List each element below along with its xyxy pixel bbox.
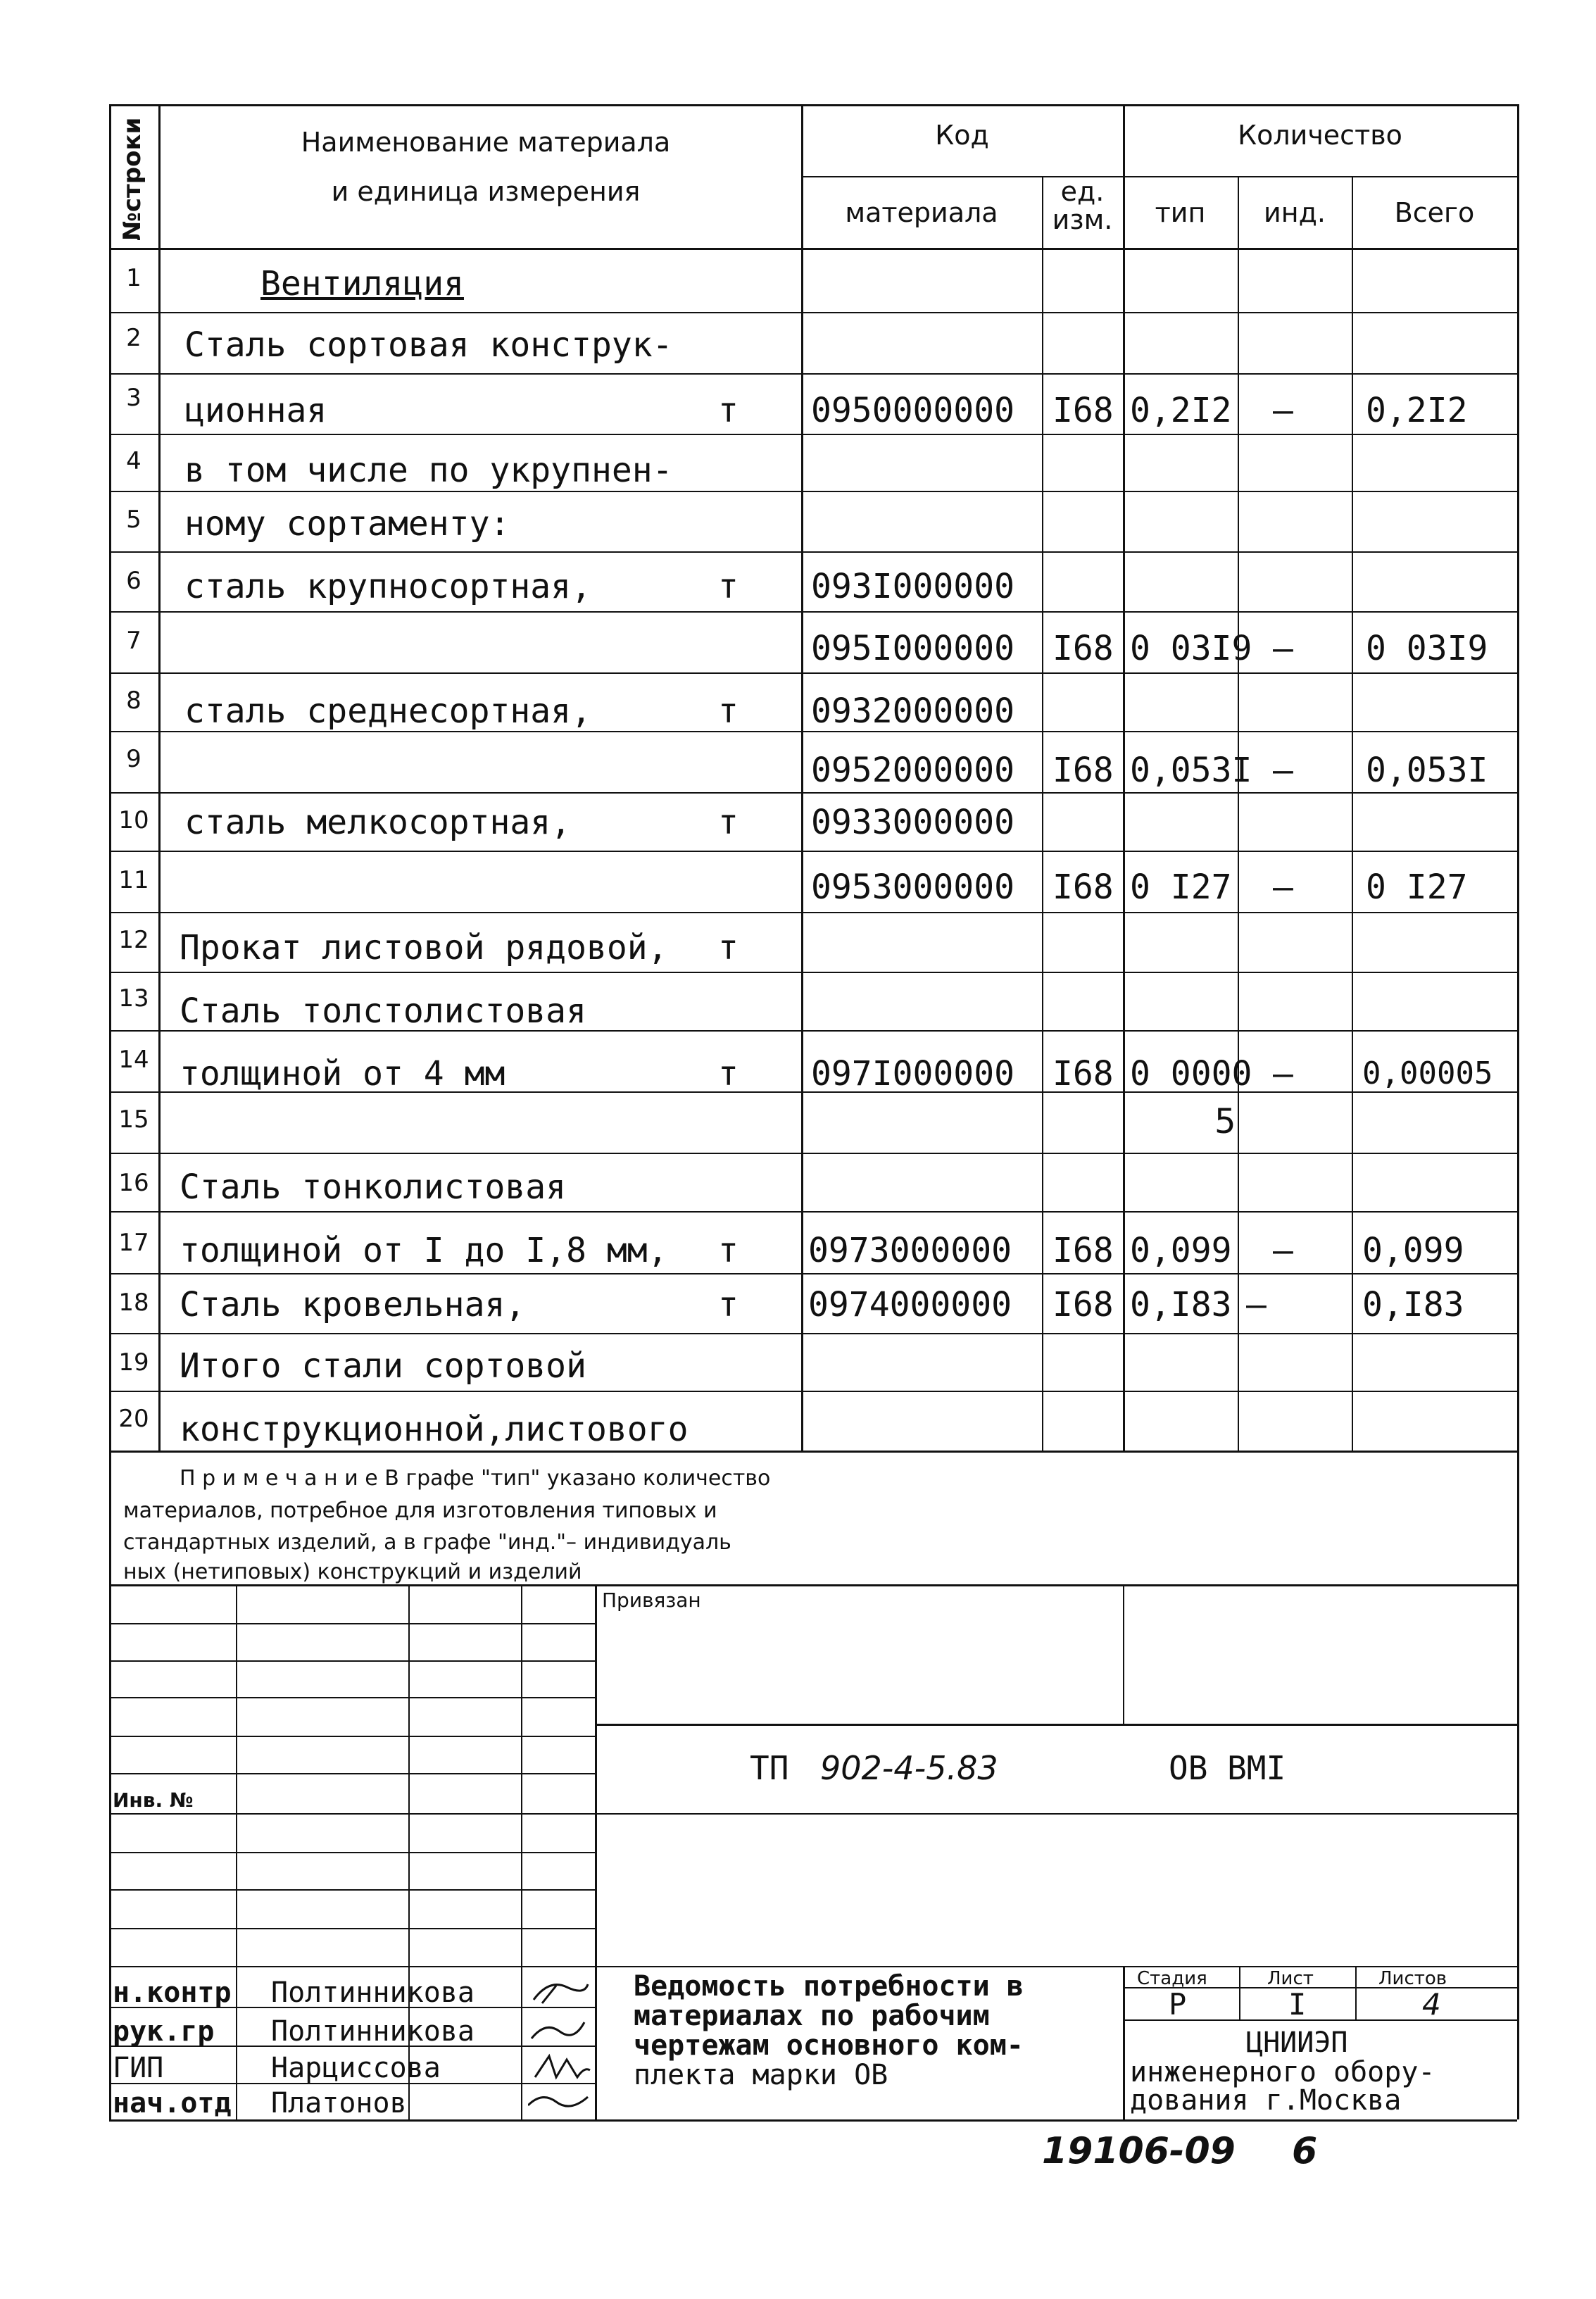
- org-line: ЦНИИЭП: [1246, 2026, 1348, 2059]
- row-name: Сталь толстолистовая: [180, 991, 586, 1031]
- row-typ: 0,2I2: [1130, 391, 1232, 430]
- row-code: 095I000000: [811, 629, 1014, 668]
- row-number: 15: [118, 1105, 149, 1134]
- stage-value: Р: [1169, 1987, 1187, 2022]
- row-uom: I68: [1053, 867, 1114, 907]
- archive-page: 6: [1292, 2130, 1318, 2172]
- person-role: рук.гр: [113, 2015, 215, 2048]
- row-unit: т: [718, 391, 739, 430]
- note-line: стандартных изделий, а в графе "инд."– индивидуаль: [123, 1530, 731, 1555]
- row-total: 0,I83: [1362, 1285, 1464, 1324]
- row-typ: 0,099: [1130, 1231, 1232, 1270]
- description-line: чертежам основного ком-: [634, 2029, 1024, 2062]
- typ-header: тип: [1155, 197, 1206, 228]
- row-name: Сталь тонколистовая: [180, 1167, 567, 1207]
- row-name: ному сортаменту:: [184, 504, 510, 544]
- stage-label: Стадия: [1137, 1968, 1207, 1989]
- unit-header-line1: ед.: [1060, 176, 1105, 207]
- sheet-label: Лист: [1267, 1968, 1314, 1989]
- row-number: 3: [126, 384, 142, 412]
- row-name: Вентиляция: [260, 264, 464, 303]
- row-code: 0973000000: [808, 1231, 1012, 1270]
- description-line: материалах по рабочим: [634, 2000, 990, 2032]
- description-line: Ведомость потребности в: [634, 1970, 1024, 2003]
- row-uom: I68: [1053, 629, 1114, 668]
- row-code: 097I000000: [811, 1054, 1014, 1094]
- row-number: 16: [118, 1169, 149, 1197]
- row-unit: т: [718, 928, 739, 967]
- row-number: 14: [118, 1046, 149, 1074]
- person-role: н.контр: [113, 1977, 232, 2009]
- ind-header: инд.: [1264, 197, 1326, 228]
- row-number: 12: [118, 926, 149, 954]
- row-number: 13: [118, 984, 149, 1013]
- row-unit: т: [718, 1054, 739, 1094]
- row-ind: –: [1273, 629, 1293, 668]
- row-name: в том числе по укрупнен-: [184, 451, 673, 490]
- row-typ: 0,I83: [1130, 1285, 1232, 1324]
- row-total: 0,099: [1362, 1231, 1464, 1270]
- row-unit: т: [718, 803, 739, 842]
- row-code: 0974000000: [808, 1285, 1012, 1324]
- row-total: 0 03I9: [1366, 629, 1488, 668]
- row-code: 0932000000: [811, 691, 1014, 731]
- org-line: дования г.Москва: [1130, 2084, 1402, 2117]
- row-ind: –: [1273, 751, 1293, 790]
- row-name: сталь крупносортная,: [184, 567, 591, 606]
- row-unit: т: [718, 691, 739, 731]
- doc-code: 902-4-5.83: [820, 1749, 998, 1787]
- row-name: Сталь кровельная,: [180, 1285, 526, 1324]
- row-ind: –: [1273, 867, 1293, 907]
- person-name: Полтинникова: [271, 1977, 475, 2009]
- row-typ: 0 03I9: [1130, 629, 1252, 668]
- row-number: 2: [126, 324, 142, 352]
- row-code: 0933000000: [811, 803, 1014, 842]
- note-line: ных (нетиповых) конструкций и изделий: [123, 1560, 582, 1584]
- doc-code-prefix: ТП: [750, 1749, 789, 1787]
- row-name: Прокат листовой рядовой,: [180, 928, 668, 967]
- row-typ: 0 0000: [1130, 1054, 1252, 1094]
- row-number: 6: [126, 567, 142, 595]
- note-line: материалов, потребное для изготовления типовых и: [123, 1498, 717, 1523]
- row-number: 11: [118, 866, 149, 894]
- row-typ: 0 I27: [1130, 867, 1232, 907]
- row-number: 19: [118, 1348, 149, 1377]
- row-number: 9: [126, 745, 142, 773]
- inv-no-label: Инв. №: [113, 1789, 194, 1812]
- row-number: 4: [126, 447, 142, 475]
- quantity-header: Количество: [1238, 120, 1402, 151]
- row-ind: –: [1273, 391, 1293, 430]
- sheets-value: 4: [1422, 1987, 1441, 2022]
- row-unit: т: [718, 1285, 739, 1324]
- row-uom: I68: [1053, 391, 1114, 430]
- description-line: плекта марки ОВ: [634, 2059, 888, 2091]
- row-typ: 0,053I: [1130, 751, 1252, 790]
- signature-icon: [528, 1972, 591, 2112]
- row-number: 20: [118, 1405, 149, 1433]
- person-name: Платонов: [271, 2087, 407, 2119]
- row-number: 18: [118, 1289, 149, 1317]
- row-number: 17: [118, 1229, 149, 1257]
- row-ind: –: [1246, 1285, 1267, 1324]
- person-name: Полтинникова: [271, 2015, 475, 2048]
- row-total: 0,053I: [1366, 751, 1488, 790]
- row-code: 0952000000: [811, 751, 1014, 790]
- row-code: 0953000000: [811, 867, 1014, 907]
- row-unit: т: [718, 1231, 739, 1270]
- row-number: 1: [126, 264, 142, 292]
- row-typ: 5: [1214, 1102, 1236, 1141]
- row-name: сталь среднесортная,: [184, 691, 591, 731]
- row-ind: –: [1273, 1231, 1293, 1270]
- row-uom: I68: [1053, 1231, 1114, 1270]
- row-name: толщиной от 4 мм: [180, 1054, 505, 1094]
- row-name: толщиной от I до I,8 мм,: [180, 1231, 668, 1270]
- row-uom: I68: [1053, 751, 1114, 790]
- person-role: ГИП: [113, 2052, 164, 2084]
- name-header-line1: Наименование материала: [301, 127, 671, 158]
- row-total: 0,00005: [1362, 1055, 1493, 1091]
- row-ind: –: [1273, 1054, 1293, 1094]
- row-total: 0 I27: [1366, 867, 1468, 907]
- row-number: 8: [126, 687, 142, 715]
- material-code-header: материала: [845, 197, 998, 228]
- row-total: 0,2I2: [1366, 391, 1468, 430]
- row-name: сталь мелкосортная,: [184, 803, 572, 842]
- row-number: 7: [126, 627, 142, 655]
- row-unit: т: [718, 567, 739, 606]
- doc-code-suffix: ОВ ВМI: [1169, 1749, 1286, 1787]
- sheet-value: I: [1288, 1987, 1307, 2022]
- row-uom: I68: [1053, 1054, 1114, 1094]
- code-header: Код: [935, 120, 989, 151]
- row-number: 10: [118, 806, 149, 834]
- row-number-header: №строки: [118, 117, 146, 241]
- person-role: нач.отд: [113, 2087, 232, 2119]
- unit-header-line2: изм.: [1052, 204, 1113, 235]
- archive-number: 19106-09: [1042, 2130, 1236, 2172]
- row-uom: I68: [1053, 1285, 1114, 1324]
- row-name: ционная: [184, 391, 327, 430]
- org-line: инженерного обору-: [1130, 2056, 1435, 2088]
- attached-label: Привязан: [602, 1589, 701, 1612]
- total-header: Всего: [1394, 197, 1475, 228]
- note-line: П р и м е ч а н и е В графе "тип" указано количество: [180, 1466, 771, 1491]
- row-code: 093I000000: [811, 567, 1014, 606]
- row-name: Сталь сортовая конструк-: [184, 325, 673, 365]
- row-code: 0950000000: [811, 391, 1014, 430]
- name-header-line2: и единица измерения: [331, 176, 641, 207]
- row-name: конструкционной,листового: [180, 1410, 689, 1449]
- row-name: Итого стали сортовой: [180, 1346, 586, 1386]
- sheets-label: Листов: [1378, 1968, 1447, 1989]
- person-name: Нарциссова: [271, 2052, 441, 2084]
- row-number: 5: [126, 506, 142, 534]
